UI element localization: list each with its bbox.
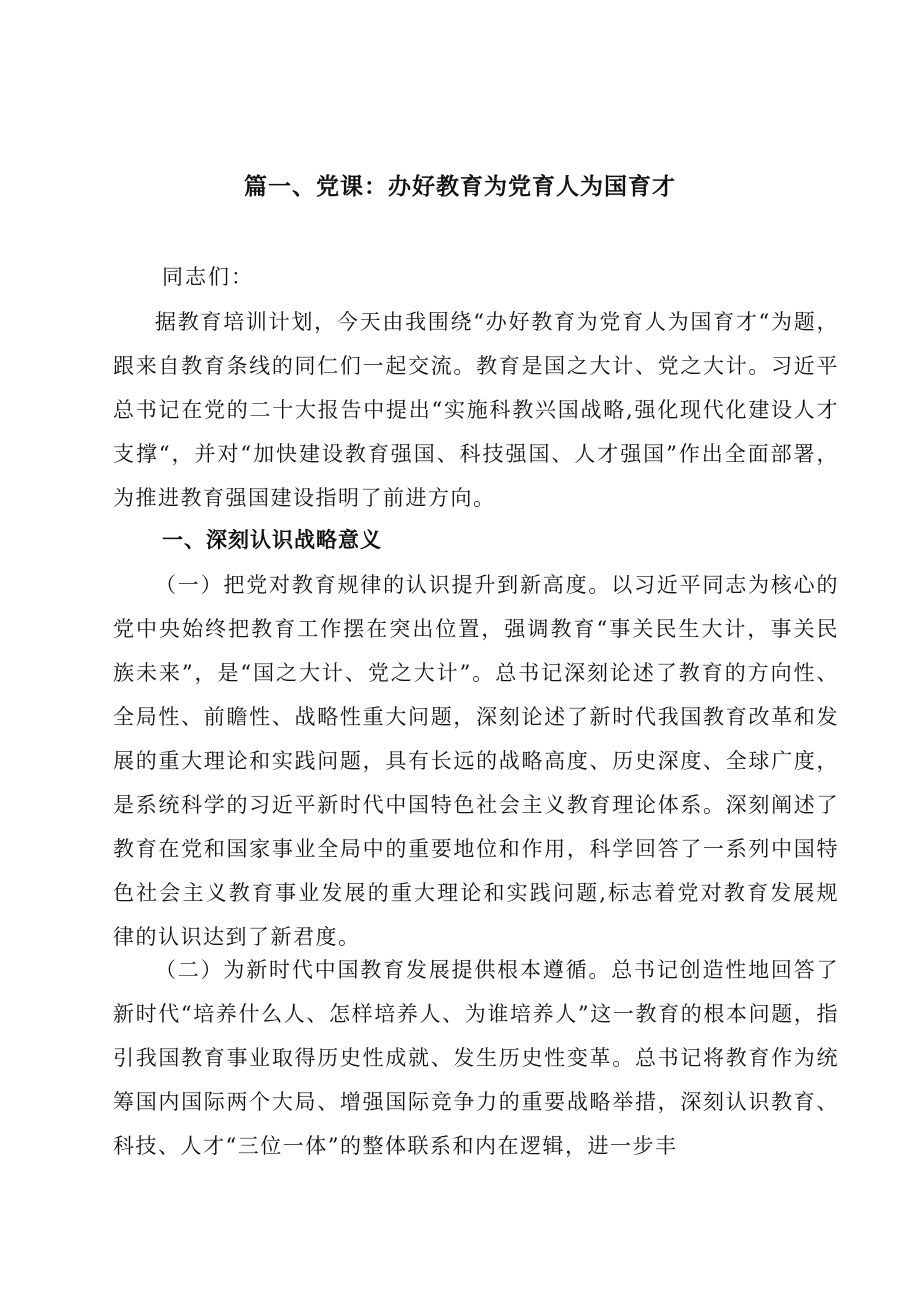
salutation: 同志们： xyxy=(162,265,254,289)
section-heading: 一、深刻认识战略意义 xyxy=(162,528,382,552)
intro-paragraph: 据教育培训计划，今天由我围绕“办好教育为党育人为国育才“为题，跟来自教育条线的同仁们一起交流。教育是国之大计、党之大计。习近平总书记在党的二十大报告中提出“实施科教兴国战略,强化现代化建设人才支撑“，并对“加快建设教育强国、科技强国、人才强国”作出全面部署，为推进教育强国建设指明了前进方向。 xyxy=(113,310,839,510)
point-two-paragraph: （二）为新时代中国教育发展提供根本遵循。总书记创造性地回答了新时代“培养什么人、怎样培养人、为谁培养人”这一教育的根本问题，指引我国教育事业取得历史性成就、发生历史性变革。总书记将教育作为统筹国内国际两个大局、增强国际竞争力的重要战略举措，深刻认识教育、科技、人才“三位一体”的整体联系和内在逻辑，进一步丰 xyxy=(113,958,839,1158)
point-one-paragraph: （一）把党对教育规律的认识提升到新高度。以习近平同志为核心的党中央始终把教育工作摆在突出位置，强调教育“事关民生大计，事关民族未来”，是“国之大计、党之大计”。总书记深刻论述了教育的方向性、全局性、前瞻性、战略性重大问题，深刻论述了新时代我国教育改革和发展的重大理论和实践问题，具有长远的战略高度、历史深度、全球广度，是系统科学的习近平新时代中国特色社会主义教育理论体系。深刻阐述了教育在党和国家事业全局中的重要地位和作用，科学回答了一系列中国特色社会主义教育事业发展的重大理论和实践问题,标志着党对教育发展规律的认识达到了新君度。 xyxy=(113,573,839,949)
document-title: 篇一、党课：办好教育为党育人为国育才 xyxy=(244,174,676,200)
